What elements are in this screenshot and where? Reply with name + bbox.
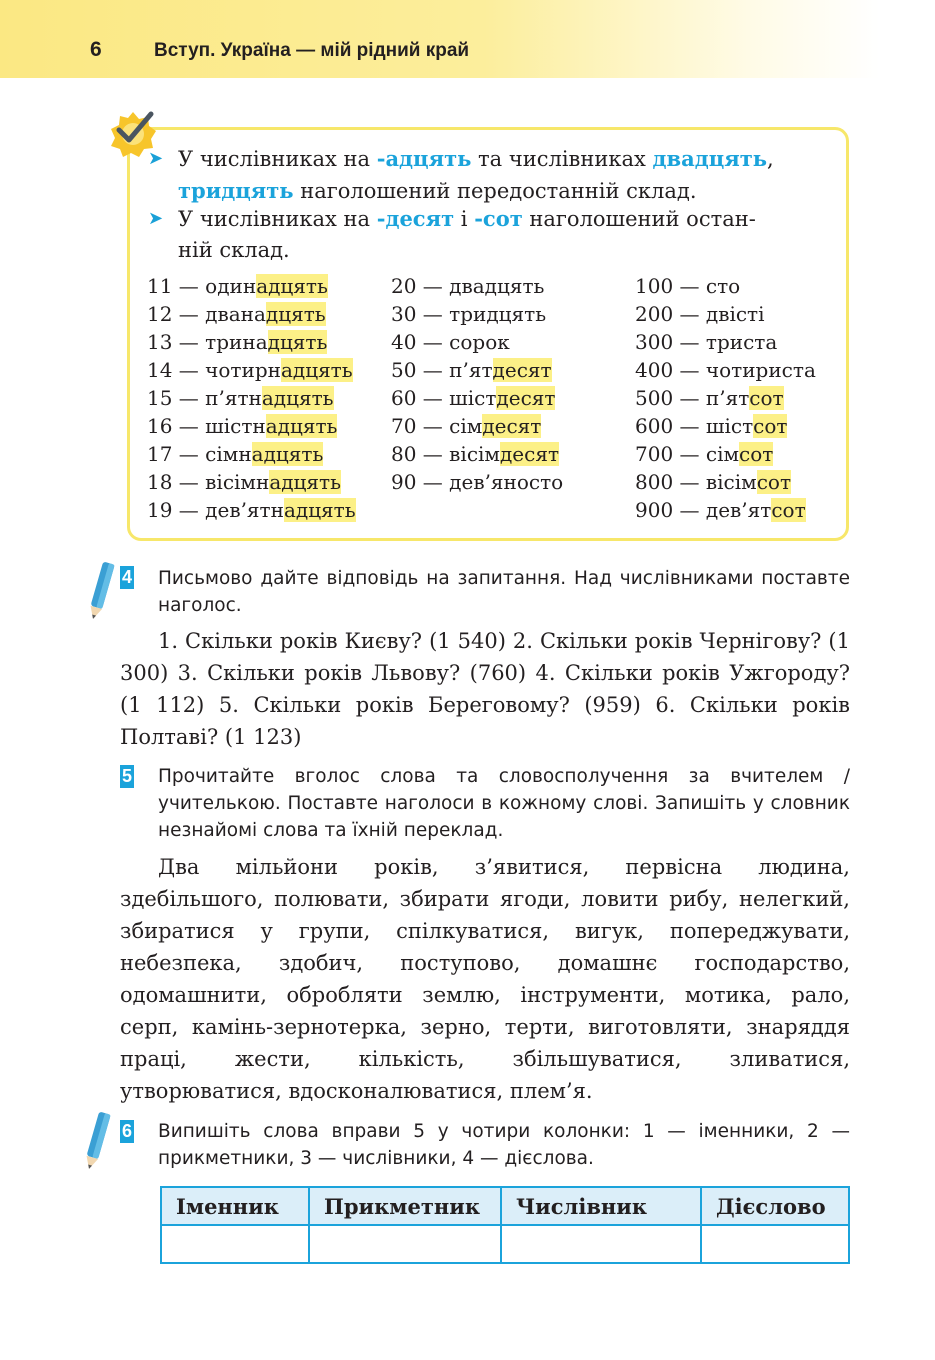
section-title: Вступ. Україна — мій рідний край — [154, 40, 470, 61]
table-cell[interactable] — [161, 1225, 309, 1263]
numeral-row: 100 — сто — [635, 274, 741, 298]
table-cell[interactable] — [309, 1225, 501, 1263]
suffix-adtsiat: -адцять — [376, 146, 472, 171]
numeral-row: 40 — сорок — [391, 330, 510, 354]
column-header: Числівник — [501, 1187, 701, 1225]
word-classification-table — [160, 1186, 850, 1264]
bullet-arrow-icon: ➤ — [148, 148, 164, 169]
task-body-text: Два мільйони років, з’явитися, первісна людина, здебільшого, полювати, збирати ягоди, ловити рибу, нелегкий, збиратися у групи, спілкуватися, вигук, попереджувати, небезпека, здобич, поступово, домашнє господарство, одомашнити, обробляти землю, інструменти, мотика, рало, серп, камінь-зернотерка, зерно, терти, виготовляти, знаряддя праці, жести, кількість, збільшуватися, зливатися, утворюватися, вдосконалюватися, плем’я. — [120, 855, 850, 1103]
task-instruction: Письмово дайте відповідь на запитання. Над числівниками поставте наголос. — [158, 568, 850, 616]
task-number: 6 — [121, 1121, 132, 1141]
numeral-row: 600 — шістсот — [635, 414, 788, 438]
column-header: Іменник — [161, 1187, 309, 1225]
numeral-row: 60 — шістдесят — [391, 386, 556, 410]
table-cell[interactable] — [501, 1225, 701, 1263]
numeral-row: 11 — одинадцять — [147, 274, 328, 298]
numeral-row: 13 — тринадцять — [147, 330, 328, 354]
numeral-row: 16 — шістнадцять — [147, 414, 338, 438]
rule-2: У числівниках на -десят і -сот наголошений остан- ній склад. — [178, 206, 756, 262]
page-header — [0, 0, 880, 78]
numeral-row: 30 — тридцять — [391, 302, 547, 326]
rule-1: У числівниках на -адцять та числівниках двадцять, тридцять наголошений передостанній склад. — [178, 146, 774, 203]
table-cell[interactable] — [701, 1225, 849, 1263]
numeral-row: 700 — сімсот — [635, 442, 774, 466]
word-dvadtsiat: двадцять — [652, 146, 768, 171]
numeral-row: 80 — вісімдесят — [391, 442, 560, 466]
numerals-column-teens — [147, 272, 356, 524]
page-number: 6 — [90, 38, 102, 61]
bullet-arrow-icon: ➤ — [148, 208, 164, 229]
numeral-row: 20 — двадцять — [391, 274, 545, 298]
task-instruction: Прочитайте вголос слова та словосполучення за вчителем / учителькою. Поставте наголоси в кожному слові. Запишіть у словник незнайомі слова та їхній переклад. — [158, 766, 850, 841]
numeral-row: 19 — дев’ятнадцять — [147, 498, 356, 522]
numeral-row: 400 — чотириста — [635, 358, 816, 382]
numeral-row: 900 — дев’ятсот — [635, 498, 806, 522]
numeral-row: 12 — дванадцять — [147, 302, 326, 326]
pencil-icon — [86, 560, 116, 622]
task-number: 5 — [121, 766, 132, 786]
numeral-row: 50 — п’ятдесят — [391, 358, 552, 382]
numeral-row: 800 — вісімсот — [635, 470, 792, 494]
numeral-row: 200 — двісті — [635, 302, 765, 326]
numeral-row: 70 — сімдесят — [391, 414, 542, 438]
numerals-column-tens — [391, 272, 563, 496]
numeral-row: 300 — триста — [635, 330, 778, 354]
suffix-desiat: -десят — [376, 206, 455, 231]
word-trydtsiat: тридцять — [178, 178, 294, 203]
numeral-row: 17 — сімнадцять — [147, 442, 324, 466]
suffix-sot: -сот — [474, 206, 523, 231]
task-instruction: Випишіть слова вправи 5 у чотири колонки: 1 — іменники, 2 — прикметники, 3 — числівники, 4 — дієслова. — [158, 1121, 850, 1169]
numeral-row: 18 — вісімнадцять — [147, 470, 341, 494]
task-number: 4 — [121, 567, 132, 587]
numeral-row: 500 — п’ятсот — [635, 386, 784, 410]
numeral-row: 15 — п’ятнадцять — [147, 386, 334, 410]
numeral-row: 90 — дев’яносто — [391, 470, 564, 494]
numeral-row: 14 — чотирнадцять — [147, 358, 353, 382]
numerals-column-hundreds — [635, 272, 816, 524]
column-header: Прикметник — [309, 1187, 501, 1225]
pencil-icon — [82, 1110, 112, 1172]
column-header: Дієслово — [701, 1187, 849, 1225]
task-body-text: 1. Скільки років Києву? (1 540) 2. Скільки років Чернігову? (1 300) 3. Скільки років Львову? (760) 4. Скільки років Ужгороду? (1 112) 5. Скільки років Береговому? (959) 6. Скільки років Полтаві? (1 123) — [120, 629, 850, 749]
